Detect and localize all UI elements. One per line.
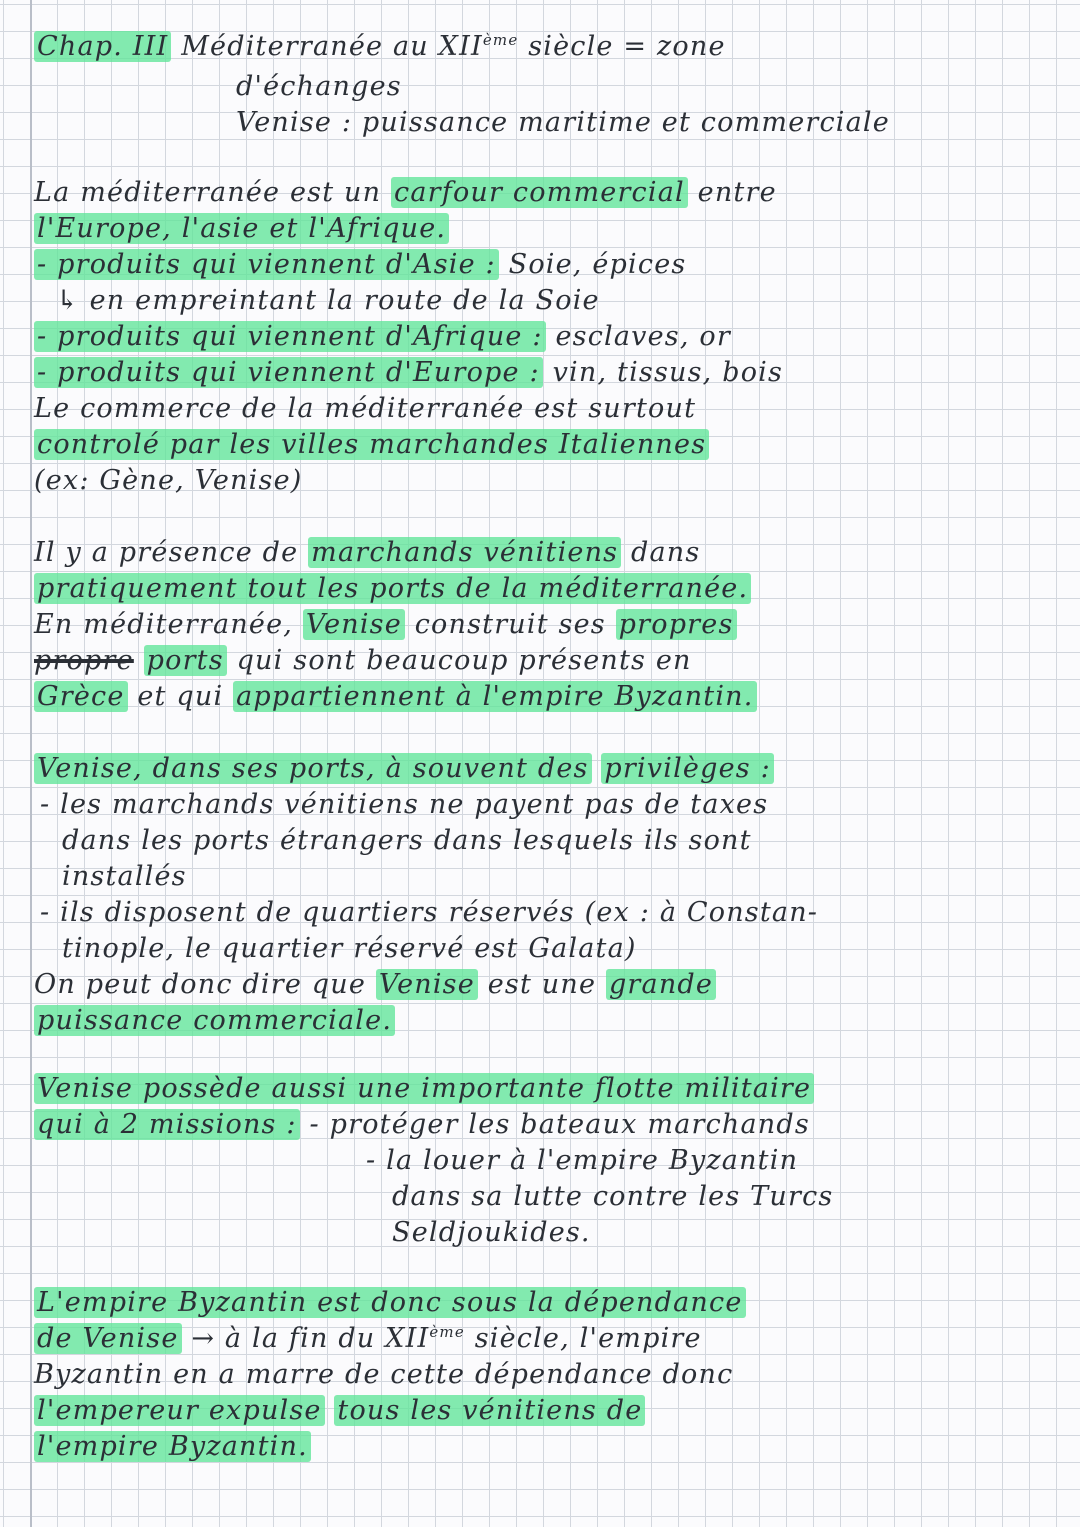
title-line-1 xyxy=(34,30,726,64)
p1-highlight: - produits qui viennent d'Asie : xyxy=(34,249,499,280)
p2-text: dans xyxy=(631,537,701,568)
p3-highlight: grande xyxy=(606,969,716,1000)
title-sup: ème xyxy=(482,31,519,49)
p1-highlight: - produits qui viennent d'Europe : xyxy=(34,357,543,388)
p2-text: qui sont beaucoup présents en xyxy=(236,645,692,676)
p1-text: entre xyxy=(697,177,777,208)
p2-highlight: propres xyxy=(616,609,737,640)
title-line-2: d'échanges xyxy=(236,71,402,102)
p5-line-4 xyxy=(34,1394,645,1428)
p3-line-6: tinople, le quartier réservé est Galata) xyxy=(62,933,637,964)
p3-highlight: Venise xyxy=(376,969,478,1000)
p3-line-1 xyxy=(34,752,774,786)
p1-line-2 xyxy=(34,212,449,246)
p1-line-5 xyxy=(34,320,731,354)
p4-highlight: Venise possède aussi une importante flotte militaire xyxy=(34,1073,814,1104)
p5-line-3: Byzantin en a marre de cette dépendance donc xyxy=(34,1359,734,1390)
p1-line-8 xyxy=(34,428,709,462)
p2-line-2 xyxy=(34,572,751,606)
p4-line-4: dans sa lutte contre les Turcs xyxy=(392,1181,834,1212)
p3-line-3: dans les ports étrangers dans lesquels ils sont xyxy=(62,825,752,856)
p2-line-1 xyxy=(34,536,700,570)
p4-highlight: qui à 2 missions : xyxy=(34,1109,300,1140)
p2-highlight: appartiennent à l'empire Byzantin. xyxy=(233,681,756,712)
p5-sup: ème xyxy=(429,1323,465,1341)
p2-highlight: Venise xyxy=(303,609,405,640)
p1-highlight: - produits qui viennent d'Afrique : xyxy=(34,321,546,352)
p3-line-5: - ils disposent de quartiers réservés (ex : à Constan- xyxy=(40,897,819,928)
p5-highlight: l'empire Byzantin. xyxy=(34,1431,311,1462)
p4-text: - protéger les bateaux marchands xyxy=(309,1109,810,1140)
p5-line-2 xyxy=(34,1322,702,1356)
p1-line-3 xyxy=(34,248,686,282)
p2-struck-word: propre xyxy=(34,645,134,676)
p2-line-4 xyxy=(34,644,692,678)
p3-highlight: Venise, dans ses ports, à souvent des xyxy=(34,753,592,784)
p1-highlight: carfour commercial xyxy=(391,177,688,208)
p4-line-2 xyxy=(34,1108,810,1142)
p1-line-7: Le commerce de la méditerranée est surtout xyxy=(34,393,697,424)
p2-highlight: Grèce xyxy=(34,681,128,712)
p4-line-1 xyxy=(34,1072,814,1106)
p3-highlight: puissance commerciale. xyxy=(34,1005,395,1036)
p4-line-3: - la louer à l'empire Byzantin xyxy=(366,1145,799,1176)
p1-highlight: controlé par les villes marchandes Italiennes xyxy=(34,429,709,460)
chapter-label: Chap. III xyxy=(34,31,171,62)
p5-highlight: L'empire Byzantin est donc sous la dépendance xyxy=(34,1287,746,1318)
p5-highlight: tous les vénitiens de xyxy=(334,1395,645,1426)
p3-line-8 xyxy=(34,1004,395,1038)
p2-highlight: marchands vénitiens xyxy=(308,537,621,568)
p1-text: vin, tissus, bois xyxy=(552,357,784,388)
p2-line-5 xyxy=(34,680,757,714)
p3-highlight: privilèges : xyxy=(601,753,774,784)
p5-highlight: l'empereur expulse xyxy=(34,1395,325,1426)
p2-highlight: pratiquement tout les ports de la méditerranée. xyxy=(34,573,751,604)
p1-line-1 xyxy=(34,176,777,210)
p2-line-3 xyxy=(34,608,737,642)
p1-text: esclaves, or xyxy=(555,321,731,352)
p2-highlight: ports xyxy=(144,645,227,676)
p3-text: est une xyxy=(487,969,597,1000)
p5-text: siècle, l'empire xyxy=(474,1323,702,1354)
p3-line-2: - les marchands vénitiens ne payent pas de taxes xyxy=(40,789,769,820)
p4-line-5: Seldjoukides. xyxy=(392,1217,591,1248)
title-text-1-end: siècle = zone xyxy=(528,31,726,62)
p1-text: Soie, épices xyxy=(508,249,687,280)
p2-text: Il y a présence de xyxy=(34,537,299,568)
p5-line-5 xyxy=(34,1430,311,1464)
p1-line-4: ↳ en empreintant la route de la Soie xyxy=(56,285,600,316)
title-text-1: Méditerranée au XII xyxy=(181,31,483,62)
p3-line-4: installés xyxy=(62,861,187,892)
p5-line-1 xyxy=(34,1286,746,1320)
p5-text: → à la fin du XII xyxy=(191,1323,430,1354)
p1-line-9: (ex: Gène, Venise) xyxy=(34,465,303,496)
p1-highlight: l'Europe, l'asie et l'Afrique. xyxy=(34,213,449,244)
p1-text: La méditerranée est un xyxy=(34,177,382,208)
p2-text: construit ses xyxy=(414,609,606,640)
p5-highlight: de Venise xyxy=(34,1323,182,1354)
margin-line xyxy=(30,0,32,1527)
p1-line-6 xyxy=(34,356,783,390)
p3-line-7 xyxy=(34,968,716,1002)
title-line-3: Venise : puissance maritime et commerciale xyxy=(236,107,890,138)
p3-text: On peut donc dire que xyxy=(34,969,367,1000)
p2-text: et qui xyxy=(137,681,224,712)
p2-text: En méditerranée, xyxy=(34,609,294,640)
